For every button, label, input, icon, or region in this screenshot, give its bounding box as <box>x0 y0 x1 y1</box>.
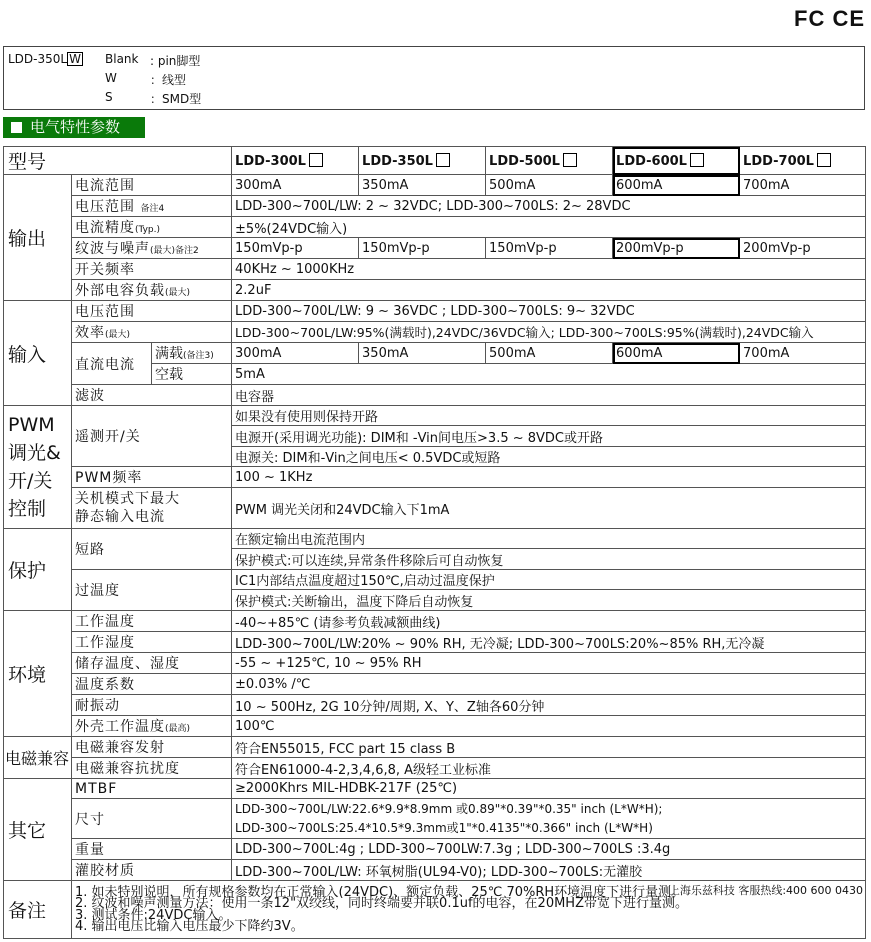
value-cell: 600mA <box>613 343 740 364</box>
checkbox-icon <box>817 153 831 167</box>
value-cell: 保护模式:关断输出，温度下降后自动恢复 <box>232 590 866 611</box>
checkbox-icon <box>690 153 704 167</box>
model-code-legend <box>3 46 865 110</box>
table-row <box>4 695 866 716</box>
option-code: Blank <box>105 52 139 66</box>
param-label: 开关频率 <box>72 259 232 280</box>
note-line: 2. 纹波和噪声测量方法：使用一条12"双绞线，同时终端要并联0.1uf的电容，在20MHZ带宽下进行量测。 <box>75 896 688 911</box>
param-label: 电磁兼容发射 <box>72 737 232 758</box>
header-row <box>4 147 866 175</box>
value-cell: 500mA <box>486 175 613 196</box>
param-label: 电压范围 备注4 <box>72 196 232 217</box>
param-label: 短路 <box>72 529 232 570</box>
param-label: 储存温度、湿度 <box>72 653 232 674</box>
value-cell: 300mA <box>232 175 359 196</box>
table-row <box>4 758 866 779</box>
value-cell: ±5%(24VDC输入) <box>232 217 866 238</box>
param-label: 关机模式下最大 静态输入电流 <box>72 488 232 529</box>
value-cell: LDD-300~700L/LW: 9 ~ 36VDC ; LDD-300~700LS: 9~ 32VDC <box>232 301 866 322</box>
model-col-highlighted: LDD-600L <box>613 147 740 175</box>
note-line: 3. 测试条件:24VDC输入。 <box>75 907 232 923</box>
category-protection: 保护 <box>4 529 72 611</box>
table-row <box>4 611 866 632</box>
option-desc: ：线型 <box>150 73 187 87</box>
option-code: W <box>105 71 117 85</box>
table-row <box>4 406 866 426</box>
value-cell: LDD-300~700L/LW: 2 ~ 32VDC; LDD-300~700LS: 2~ 28VDC <box>232 196 866 217</box>
table-row <box>4 301 866 322</box>
param-label: 滤波 <box>72 385 232 406</box>
value-cell: 200mVp-p <box>613 238 740 259</box>
value-cell: 如果没有使用则保持开路 <box>232 406 866 426</box>
section-title-text: 电气特性参数 <box>30 118 121 136</box>
table-row <box>4 799 866 839</box>
value-cell: 电容器 <box>232 385 866 406</box>
value-cell: 100 ~ 1KHz <box>232 467 866 488</box>
param-label: PWM频率 <box>72 467 232 488</box>
table-row <box>4 467 866 488</box>
value-cell: 150mVp-p <box>359 238 486 259</box>
value-cell: 5mA <box>232 364 866 385</box>
value-cell: 符合EN61000-4-2,3,4,6,8, A级轻工业标准 <box>232 758 866 779</box>
table-row <box>4 839 866 860</box>
table-row <box>4 737 866 758</box>
value-cell: LDD-300~700L/LW:95%(满载时),24VDC/36VDC输入; LDD-300~700LS:95%(满载时),24VDC输入 <box>232 322 866 343</box>
value-cell: 200mVp-p <box>740 238 866 259</box>
param-label: 电压范围 <box>72 301 232 322</box>
param-label: 工作温度 <box>72 611 232 632</box>
value-cell: 350mA <box>359 175 486 196</box>
header-model-label: 型号 <box>4 147 232 175</box>
param-label: 灌胶材质 <box>72 860 232 881</box>
param-label: 外部电容负载(最大) <box>72 280 232 301</box>
category-others: 其它 <box>4 779 72 881</box>
value-cell: 700mA <box>740 343 866 364</box>
note-line: 4. 输出电压比输入电压最少下降约3V。 <box>75 919 304 934</box>
category-environment: 环境 <box>4 611 72 737</box>
value-cell: LDD-300~700L/LW:20% ~ 90% RH, 无冷凝; LDD-300~700LS:20%~85% RH,无冷凝 <box>232 632 866 653</box>
option-desc: : pin脚型 <box>150 54 201 68</box>
param-label: 温度系数 <box>72 674 232 695</box>
sub-param-label: 满载(备注3) <box>152 343 232 364</box>
value-cell: 350mA <box>359 343 486 364</box>
category-notes: 备注 <box>4 881 72 939</box>
value-cell: 100℃ <box>232 716 866 737</box>
option-desc: ：SMD型 <box>150 92 202 106</box>
notes-cell <box>72 881 866 939</box>
checkbox-icon <box>309 153 323 167</box>
table-row <box>4 343 866 364</box>
param-label: 直流电流 <box>72 343 152 385</box>
value-cell: LDD-300~700L:4g ; LDD-300~700LW:7.3g ; LDD-300~700LS :3.4g <box>232 839 866 860</box>
checkbox-icon <box>436 153 450 167</box>
model-col: LDD-300L <box>232 147 359 175</box>
value-cell: 500mA <box>486 343 613 364</box>
value-cell: 符合EN55015, FCC part 15 class B <box>232 737 866 758</box>
param-label: 电磁兼容抗扰度 <box>72 758 232 779</box>
model-col: LDD-700L <box>740 147 866 175</box>
param-label: 遥测开/关 <box>72 406 232 467</box>
table-row <box>4 238 866 259</box>
table-row <box>4 196 866 217</box>
value-cell: 300mA <box>232 343 359 364</box>
square-icon <box>11 122 22 133</box>
value-cell: 保护模式:可以连续,异常条件移除后可自动恢复 <box>232 549 866 570</box>
value-cell: 700mA <box>740 175 866 196</box>
param-label: 尺寸 <box>72 799 232 839</box>
table-row <box>4 529 866 549</box>
value-cell: 在额定输出电流范围内 <box>232 529 866 549</box>
value-cell: 600mA <box>613 175 740 196</box>
sub-param-label: 空载 <box>152 364 232 385</box>
table-row <box>4 385 866 406</box>
hotline-text: 上海乐兹科技 客服热线:400 600 0430 <box>668 884 864 897</box>
category-emc: 电磁兼容 <box>4 737 72 779</box>
certification-marks: FC CE <box>794 6 865 31</box>
category-output: 输出 <box>4 175 72 301</box>
model-col: LDD-500L <box>486 147 613 175</box>
note-line: 1. 如未特别说明，所有规格参数均在正常输入(24VDC)、额定负载、25℃ 70%RH环境温度下进行量测。 <box>75 884 685 900</box>
table-row <box>4 259 866 280</box>
category-pwm: PWM 调光& 开/关 控制 <box>4 406 72 529</box>
param-label: 工作湿度 <box>72 632 232 653</box>
value-cell: 40KHz ~ 1000KHz <box>232 259 866 280</box>
param-label: 重量 <box>72 839 232 860</box>
model-code: LDD-350L <box>8 52 68 66</box>
value-cell: 电源关: DIM和-Vin之间电压< 0.5VDC或短路 <box>232 447 866 467</box>
spec-table <box>3 146 866 939</box>
param-label: 效率(最大) <box>72 322 232 343</box>
suffix-box: W <box>69 52 81 66</box>
param-label: 外壳工作温度(最高) <box>72 716 232 737</box>
section-title <box>3 117 145 138</box>
table-row <box>4 674 866 695</box>
param-label: MTBF <box>72 779 232 799</box>
value-cell: -40~+85℃ (请参考负载减额曲线) <box>232 611 866 632</box>
value-cell: IC1内部结点温度超过150℃,启动过温度保护 <box>232 570 866 590</box>
table-row <box>4 280 866 301</box>
param-label: 过温度 <box>72 570 232 611</box>
table-row <box>4 716 866 737</box>
value-cell: 电源开(采用调光功能): DIM和 -Vin间电压>3.5 ~ 8VDC或开路 <box>232 426 866 447</box>
table-row <box>4 570 866 590</box>
table-row <box>4 488 866 529</box>
model-code-line <box>8 52 83 66</box>
table-row <box>4 175 866 196</box>
table-row <box>4 779 866 799</box>
value-cell: PWM 调光关闭和24VDC输入下1mA <box>232 488 866 529</box>
value-cell: 150mVp-p <box>486 238 613 259</box>
value-cell: 10 ~ 500Hz, 2G 10分钟/周期, X、Y、Z轴各60分钟 <box>232 695 866 716</box>
table-row <box>4 322 866 343</box>
param-label: 电流精度(Typ.) <box>72 217 232 238</box>
param-label: 纹波与噪声(最大)备注2 <box>72 238 232 259</box>
checkbox-icon <box>563 153 577 167</box>
category-input: 输入 <box>4 301 72 406</box>
value-cell: 2.2uF <box>232 280 866 301</box>
value-cell: ±0.03% /℃ <box>232 674 866 695</box>
option-code: S <box>105 90 113 104</box>
table-row <box>4 881 866 939</box>
table-row <box>4 217 866 238</box>
param-label: 耐振动 <box>72 695 232 716</box>
model-col: LDD-350L <box>359 147 486 175</box>
value-cell: ≥2000Khrs MIL-HDBK-217F (25℃) <box>232 779 866 799</box>
value-cell: LDD-300~700L/LW:22.6*9.9*8.9mm 或0.89"*0.39"*0.35" inch (L*W*H); LDD-300~700LS:25.4*10.5*9.3mm或1"*0.4135"*0.366" inch (L*W*H) <box>232 799 866 839</box>
value-cell: LDD-300~700L/LW: 环氧树脂(UL94-V0); LDD-300~700LS:无灌胶 <box>232 860 866 881</box>
table-row <box>4 653 866 674</box>
table-row <box>4 860 866 881</box>
table-row <box>4 632 866 653</box>
value-cell: -55 ~ +125℃, 10 ~ 95% RH <box>232 653 866 674</box>
param-label: 电流范围 <box>72 175 232 196</box>
value-cell: 150mVp-p <box>232 238 359 259</box>
